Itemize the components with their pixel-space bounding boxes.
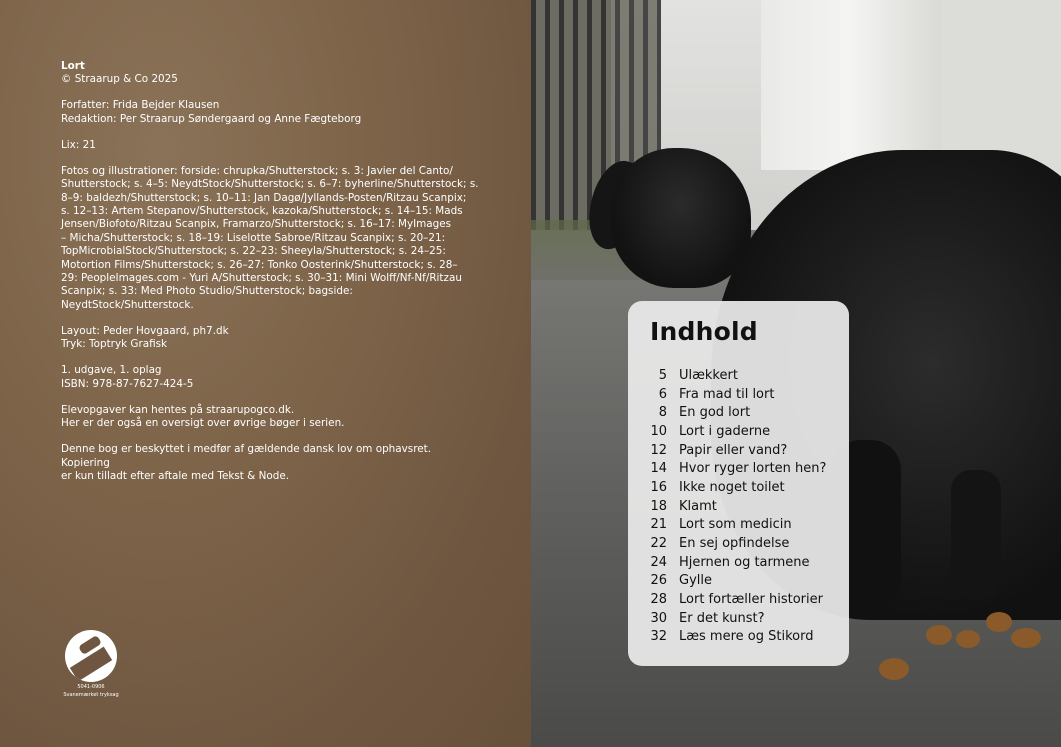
toc-page-number: 14 bbox=[650, 461, 667, 477]
toc-entry[interactable] bbox=[646, 534, 846, 553]
credit-line: Shutterstock; s. 4–5: NeydtStock/Shutterstock; s. 6–7: byherline/Shutterstock; s. bbox=[61, 178, 479, 191]
dropping bbox=[879, 658, 909, 680]
toc-entry[interactable] bbox=[646, 609, 846, 628]
toc-entry[interactable] bbox=[646, 478, 846, 497]
credit-line: – Micha/Shutterstock; s. 18–19: Liselotte Sabroe/Ritzau Scanpix; s. 20–21: bbox=[61, 231, 446, 244]
credit-line: Jensen/Biofoto/Ritzau Scanpix, Framarzo/Shutterstock; s. 16–17: MyImages bbox=[61, 218, 452, 231]
toc-label: Papir eller vand? bbox=[679, 442, 788, 458]
credit-line: Motortion Films/Shutterstock; s. 26–27: Tonko Oosterink/Shutterstock; s. 28– bbox=[61, 258, 458, 271]
toc-entry[interactable] bbox=[646, 459, 846, 478]
toc-entry[interactable] bbox=[646, 403, 846, 422]
series-overview: Her er der også en oversigt over øvrige bøger i serien. bbox=[61, 417, 345, 430]
toc-page-number: 8 bbox=[658, 405, 667, 421]
copyright-notice: er kun tilladt efter aftale med Tekst & Node. bbox=[61, 469, 290, 482]
dropping bbox=[986, 612, 1012, 632]
edition: 1. udgave, 1. oplag bbox=[61, 364, 162, 377]
toc-label: Lort som medicin bbox=[679, 517, 792, 533]
dropping bbox=[926, 625, 952, 645]
toc-label: Hvor ryger lorten hen? bbox=[679, 461, 827, 477]
toc-page-number: 22 bbox=[650, 536, 667, 552]
dropping bbox=[1011, 628, 1041, 648]
toc-page-number: 26 bbox=[650, 573, 667, 589]
toc-entry[interactable] bbox=[646, 366, 846, 385]
colophon bbox=[61, 60, 481, 496]
toc-entry[interactable] bbox=[646, 590, 846, 609]
toc-page-number: 6 bbox=[658, 386, 667, 402]
toc-label: Lort fortæller historier bbox=[679, 592, 823, 608]
toc-entry[interactable] bbox=[646, 516, 846, 535]
isbn: ISBN: 978-87-7627-424-5 bbox=[61, 377, 194, 390]
toc-label: Lort i gaderne bbox=[679, 423, 771, 439]
swan-logo-icon bbox=[65, 630, 117, 682]
toc-entry[interactable] bbox=[646, 572, 846, 591]
credit-line: 29: PeopleImages.com - Yuri A/Shutterstock; s. 30–31: Mini Wolff/Nf-Nf/Ritzau bbox=[61, 272, 462, 285]
author: Forfatter: Frida Bejder Klausen bbox=[61, 99, 220, 112]
credit-line: TopMicrobialStock/Shutterstock; s. 22–23: Sheeyla/Shutterstock; s. 24–25: bbox=[61, 245, 446, 258]
toc-page-number: 10 bbox=[650, 423, 667, 439]
toc-label: En sej opfindelse bbox=[679, 536, 790, 552]
toc-page-number: 18 bbox=[650, 498, 667, 514]
copyright: © Straarup & Co 2025 bbox=[61, 73, 178, 86]
toc-entry[interactable] bbox=[646, 628, 846, 647]
toc-entry[interactable] bbox=[646, 497, 846, 516]
toc-label: Er det kunst? bbox=[679, 610, 765, 626]
toc-page-number: 30 bbox=[650, 610, 667, 626]
book-title: Lort bbox=[61, 60, 85, 72]
dog-leg bbox=[951, 470, 1001, 600]
toc-label: Ikke noget toilet bbox=[679, 479, 785, 495]
toc-entry[interactable] bbox=[646, 441, 846, 460]
toc-label: Fra mad til lort bbox=[679, 386, 775, 402]
toc-label: En god lort bbox=[679, 405, 751, 421]
dropping bbox=[956, 630, 980, 648]
credit-line: Fotos og illustrationer: forside: chrupka/Shutterstock; s. 3: Javier del Canto/ bbox=[61, 164, 453, 177]
ecolabel-caption: Svanemærket tryksag bbox=[63, 692, 119, 698]
toc-entry[interactable] bbox=[646, 385, 846, 404]
toc-page-number: 24 bbox=[650, 554, 667, 570]
editors: Redaktion: Per Straarup Søndergaard og Anne Fægteborg bbox=[61, 112, 362, 125]
toc-page-number: 21 bbox=[650, 517, 667, 533]
copyright-notice: Denne bog er beskyttet i medfør af gældende dansk lov om ophavsret. Kopiering bbox=[61, 443, 432, 469]
ecolabel-code: 5041-0906 bbox=[77, 684, 105, 690]
toc-entry[interactable] bbox=[646, 553, 846, 572]
toc-label: Klamt bbox=[679, 498, 717, 514]
toc-label: Gylle bbox=[679, 573, 712, 589]
toc-page-number: 12 bbox=[650, 442, 667, 458]
teacher-materials: Elevopgaver kan hentes på straarupogco.dk. bbox=[61, 403, 295, 416]
toc-page-number: 16 bbox=[650, 479, 667, 495]
print-credit: Tryk: Toptryk Grafisk bbox=[61, 338, 168, 351]
layout-credit: Layout: Peder Hovgaard, ph7.dk bbox=[61, 324, 229, 337]
toc-list bbox=[646, 366, 846, 646]
toc-page-number: 28 bbox=[650, 592, 667, 608]
toc-page-number: 32 bbox=[650, 629, 667, 645]
nordic-swan-ecolabel bbox=[61, 630, 121, 698]
credit-line: 8–9: baldezh/Shutterstock; s. 10–11: Jan Dagø/Jyllands-Posten/Ritzau Scanpix; bbox=[61, 191, 467, 204]
toc-label: Læs mere og Stikord bbox=[679, 629, 814, 645]
dog-head bbox=[611, 148, 751, 288]
toc-entry[interactable] bbox=[646, 422, 846, 441]
photo-credits bbox=[61, 165, 481, 312]
lix: Lix: 21 bbox=[61, 138, 96, 151]
credit-line: s. 12–13: Artem Stepanov/Shutterstock, kazoka/Shutterstock; s. 14–15: Mads bbox=[61, 205, 463, 218]
table-of-contents bbox=[628, 301, 849, 666]
toc-page-number: 5 bbox=[658, 367, 667, 383]
toc-label: Hjernen og tarmene bbox=[679, 554, 810, 570]
photo-pillar bbox=[761, 0, 941, 170]
toc-label: Ulækkert bbox=[679, 367, 738, 383]
toc-title: Indhold bbox=[650, 317, 758, 346]
credit-line: Scanpix; s. 33: Med Photo Studio/Shutterstock; bagside: NeydtStock/Shutterstock. bbox=[61, 285, 353, 311]
